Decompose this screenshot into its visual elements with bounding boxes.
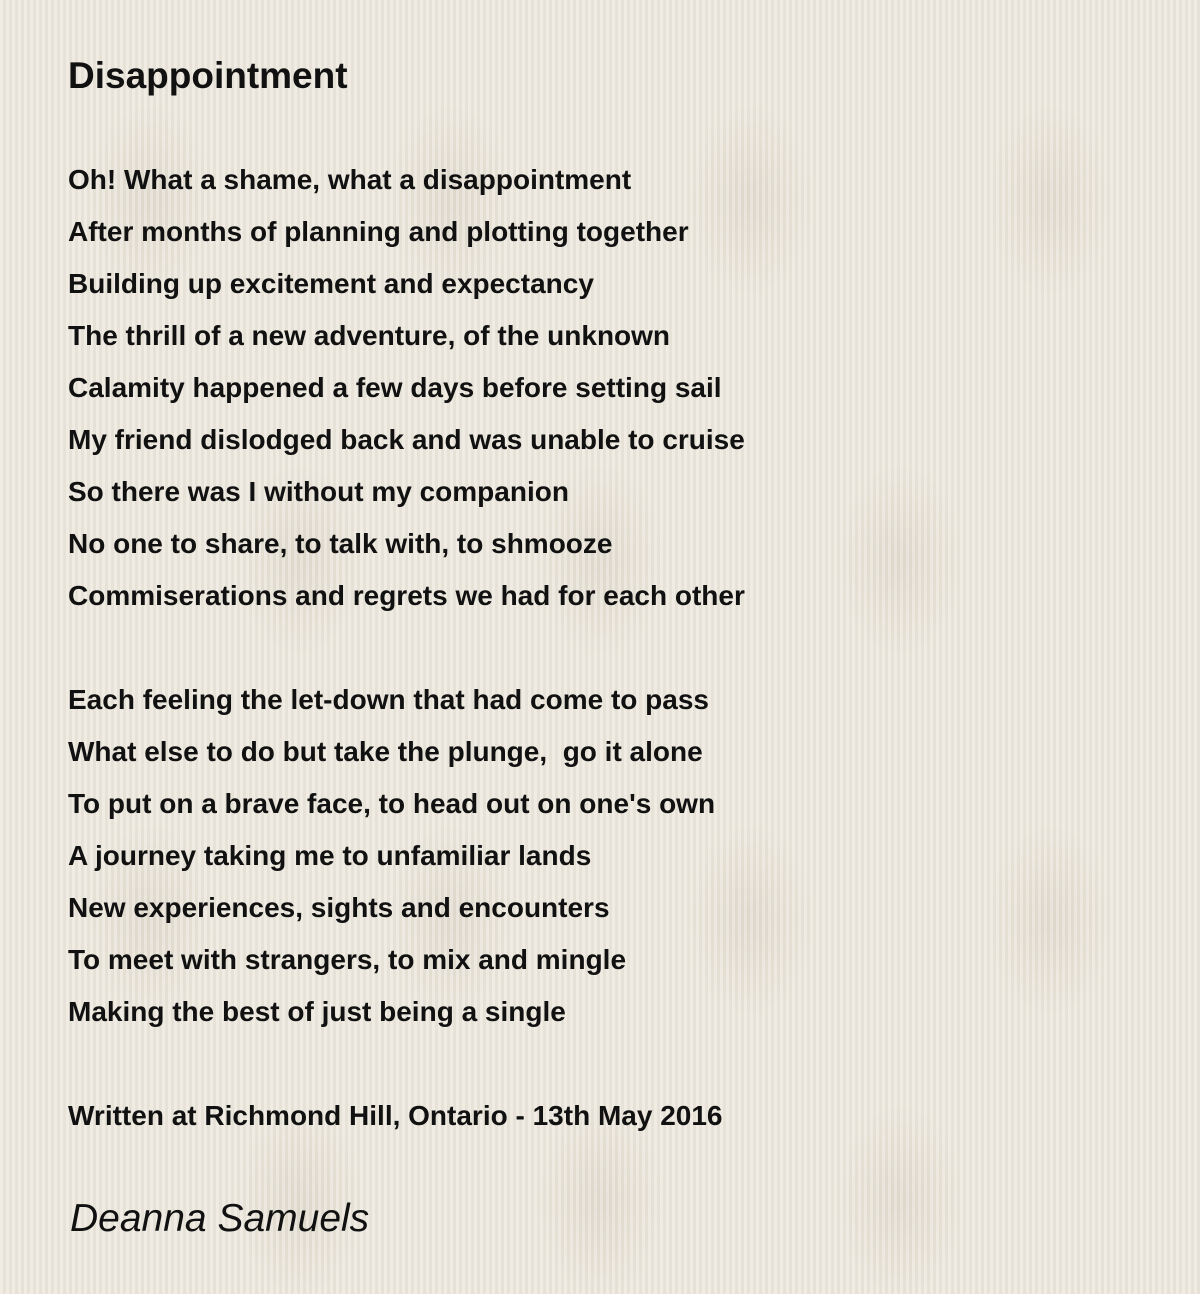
stanza-2 — [68, 674, 1168, 1038]
stanza-1 — [68, 154, 1168, 622]
poem-line: To meet with strangers, to mix and mingle — [68, 944, 627, 975]
poem-line: Each feeling the let-down that had come to pass — [68, 684, 709, 715]
poem-page — [68, 52, 1168, 1194]
poem-line: What else to do but take the plunge, go it alone — [68, 736, 703, 767]
stanza-3 — [68, 1090, 1168, 1142]
poem-line: Making the best of just being a single — [68, 996, 566, 1027]
poem-note: Written at Richmond Hill, Ontario - 13th May 2016 — [68, 1100, 723, 1131]
poem-line: New experiences, sights and encounters — [68, 892, 610, 923]
poem-title: Disappointment — [68, 55, 348, 96]
poem-line: To put on a brave face, to head out on one's own — [68, 788, 716, 819]
poem-line: Calamity happened a few days before setting sail — [68, 372, 722, 403]
poem-line: Building up excitement and expectancy — [68, 268, 594, 299]
author-signature: Deanna Samuels — [70, 1197, 370, 1240]
poem-line: So there was I without my companion — [68, 476, 569, 507]
poem-line: After months of planning and plotting together — [68, 216, 689, 247]
poem-line: My friend dislodged back and was unable to cruise — [68, 424, 745, 455]
poem-line: A journey taking me to unfamiliar lands — [68, 840, 592, 871]
poem-line: The thrill of a new adventure, of the unknown — [68, 320, 671, 351]
poem-body — [68, 154, 1168, 1142]
poem-line: No one to share, to talk with, to shmooze — [68, 528, 613, 559]
poem-line: Oh! What a shame, what a disappointment — [68, 164, 632, 195]
poem-line: Commiserations and regrets we had for each other — [68, 580, 745, 611]
